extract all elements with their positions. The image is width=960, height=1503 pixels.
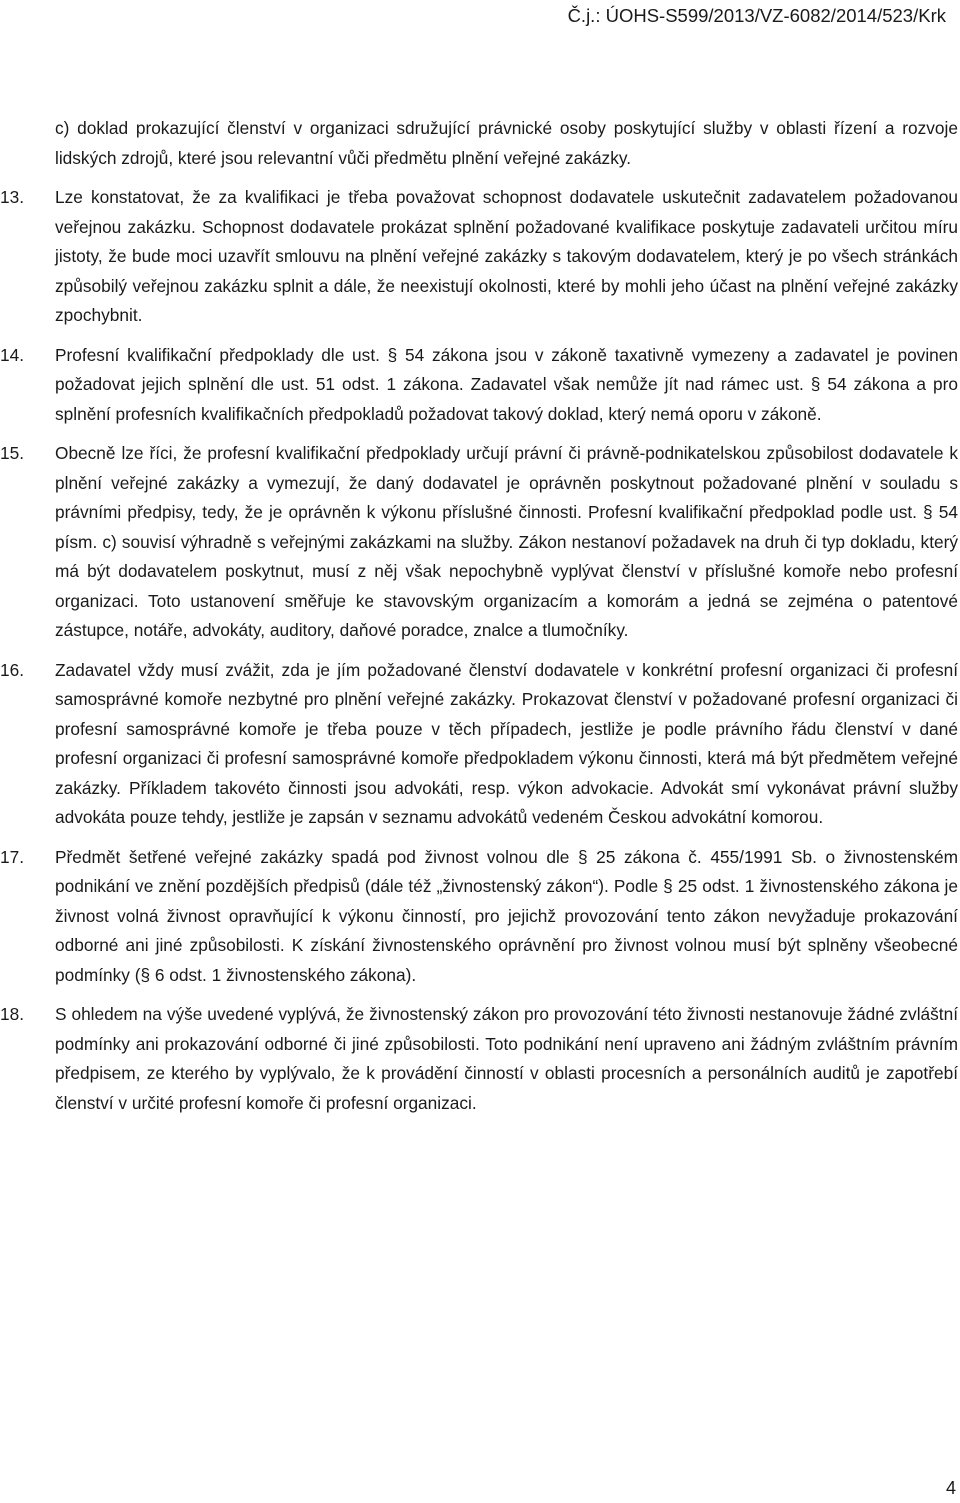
- paragraph-18: [0, 1000, 958, 1118]
- document-reference-number: Č.j.: ÚOHS-S599/2013/VZ-6082/2014/523/Krk: [567, 5, 946, 26]
- paragraph-text: S ohledem na výše uvedené vyplývá, že živnostenský zákon pro provozování této živnosti nestanovuje žádné zvláštní podmínky ani prokazování odborné či jiné způsobilosti. Toto podnikání není upraveno ani žádným zvláštním právním předpisem, ze kterého by vyplývalo, že k provádění činností v oblasti procesních a personálních auditů je zapotřebí členství v určité profesní komoře či profesní organizaci.: [55, 1004, 958, 1113]
- document-body: [0, 114, 958, 1128]
- paragraph-13: [0, 183, 958, 331]
- paragraph-text: Lze konstatovat, že za kvalifikaci je třeba považovat schopnost dodavatele uskutečnit zadavatelem požadovanou veřejnou zakázku. Schopnost dodavatele prokázat splnění požadované kvalifikace poskytuje zadavateli určitou míru jistoty, že bude moci uzavřít smlouvu na plnění veřejné zakázky s takovým dodavatelem, který je po všech stránkách způsobilý veřejnou zakázku splnit a dále, že neexistují okolnosti, které by mohli jeho účast na plnění veřejné zakázky zpochybnit.: [55, 187, 958, 325]
- paragraph-text: Předmět šetřené veřejné zakázky spadá pod živnost volnou dle § 25 zákona č. 455/1991 Sb. o živnostenském podnikání ve znění pozdějších předpisů (dále též „živnostenský zákon“). Podle § 25 odst. 1 živnostenského zákona je živnost volná živnost opravňující k výkonu činností, pro jejichž provozování tento zákon nevyžaduje prokazování odborné ani jiné způsobilosti. K získání živnostenského oprávnění pro živnost volnou musí být splněny všeobecné podmínky (§ 6 odst. 1 živnostenského zákona).: [55, 846, 958, 985]
- paragraph-14: [0, 341, 958, 430]
- paragraph-number: 17.: [0, 846, 25, 867]
- page-number: 4: [945, 1478, 956, 1498]
- paragraph-text: Profesní kvalifikační předpoklady dle ust. § 54 zákona jsou v zákoně taxativně vymezeny a zadavatel je povinen požadovat jejich splnění dle ust. 51 odst. 1 zákona. Zadavatel však nemůže jít nad rámec ust. § 54 zákona a pro splnění profesních kvalifikačních předpokladů požadovat takový doklad, který nemá oporu v zákoně.: [55, 344, 958, 424]
- paragraph-number: 15.: [0, 443, 25, 463]
- paragraph-text: Obecně lze říci, že profesní kvalifikační předpoklady určují právní či právně-podnikatelskou způsobilost dodavatele k plnění veřejné zakázky a vymezují, že daný dodavatel je oprávněn poskytnout požadované plnění v souladu s právními předpisy, tedy, že je oprávněn k výkonu příslušné činnosti. Profesní kvalifikační předpoklad podle ust. § 54 písm. c) souvisí výhradně s veřejnými zakázkami na služby. Zákon nestanoví požadavek na druh či typ dokladu, který má být dodavatelem poskytnut, musí z něj však nepochybně vyplývat členství v příslušné komoře nebo profesní organizaci. Toto ustanovení směřuje ke stavovským organizacím a komorám a jedná se zejména o patentové zástupce, notáře, advokáty, auditory, daňové poradce, znalce a tlumočníky.: [55, 443, 958, 640]
- paragraph-17: [0, 843, 958, 991]
- paragraph-15: [0, 439, 958, 646]
- paragraph-16: [0, 656, 958, 833]
- paragraph-number: 13.: [0, 187, 25, 207]
- paragraph-text: c) doklad prokazující členství v organizaci sdružující právnické osoby poskytující služby v oblasti řízení a rozvoje lidských zdrojů, které jsou relevantní vůči předmětu plnění veřejné zakázky.: [55, 118, 958, 168]
- paragraph-number: 18.: [0, 1004, 25, 1024]
- paragraph-c: [0, 114, 958, 173]
- paragraph-number: 16.: [0, 659, 25, 680]
- paragraph-number: 14.: [0, 344, 25, 365]
- paragraph-text: Zadavatel vždy musí zvážit, zda je jím požadované členství dodavatele v konkrétní profesní organizaci či profesní samosprávné komoře nezbytné pro plnění veřejné zakázky. Prokazovat členství v požadované profesní organizaci či profesní samosprávné komoře je třeba pouze v těch případech, jestliže je podle právního řádu členství v dané profesní organizaci či profesní samosprávné komoře předpokladem výkonu činnosti, která má být předmětem veřejné zakázky. Příkladem takovéto činnosti jsou advokáti, resp. výkon advokacie. Advokát smí vykonávat právní služby advokáta pouze tehdy, jestliže je zapsán v seznamu advokátů vedeném Českou advokátní komorou.: [55, 659, 958, 827]
